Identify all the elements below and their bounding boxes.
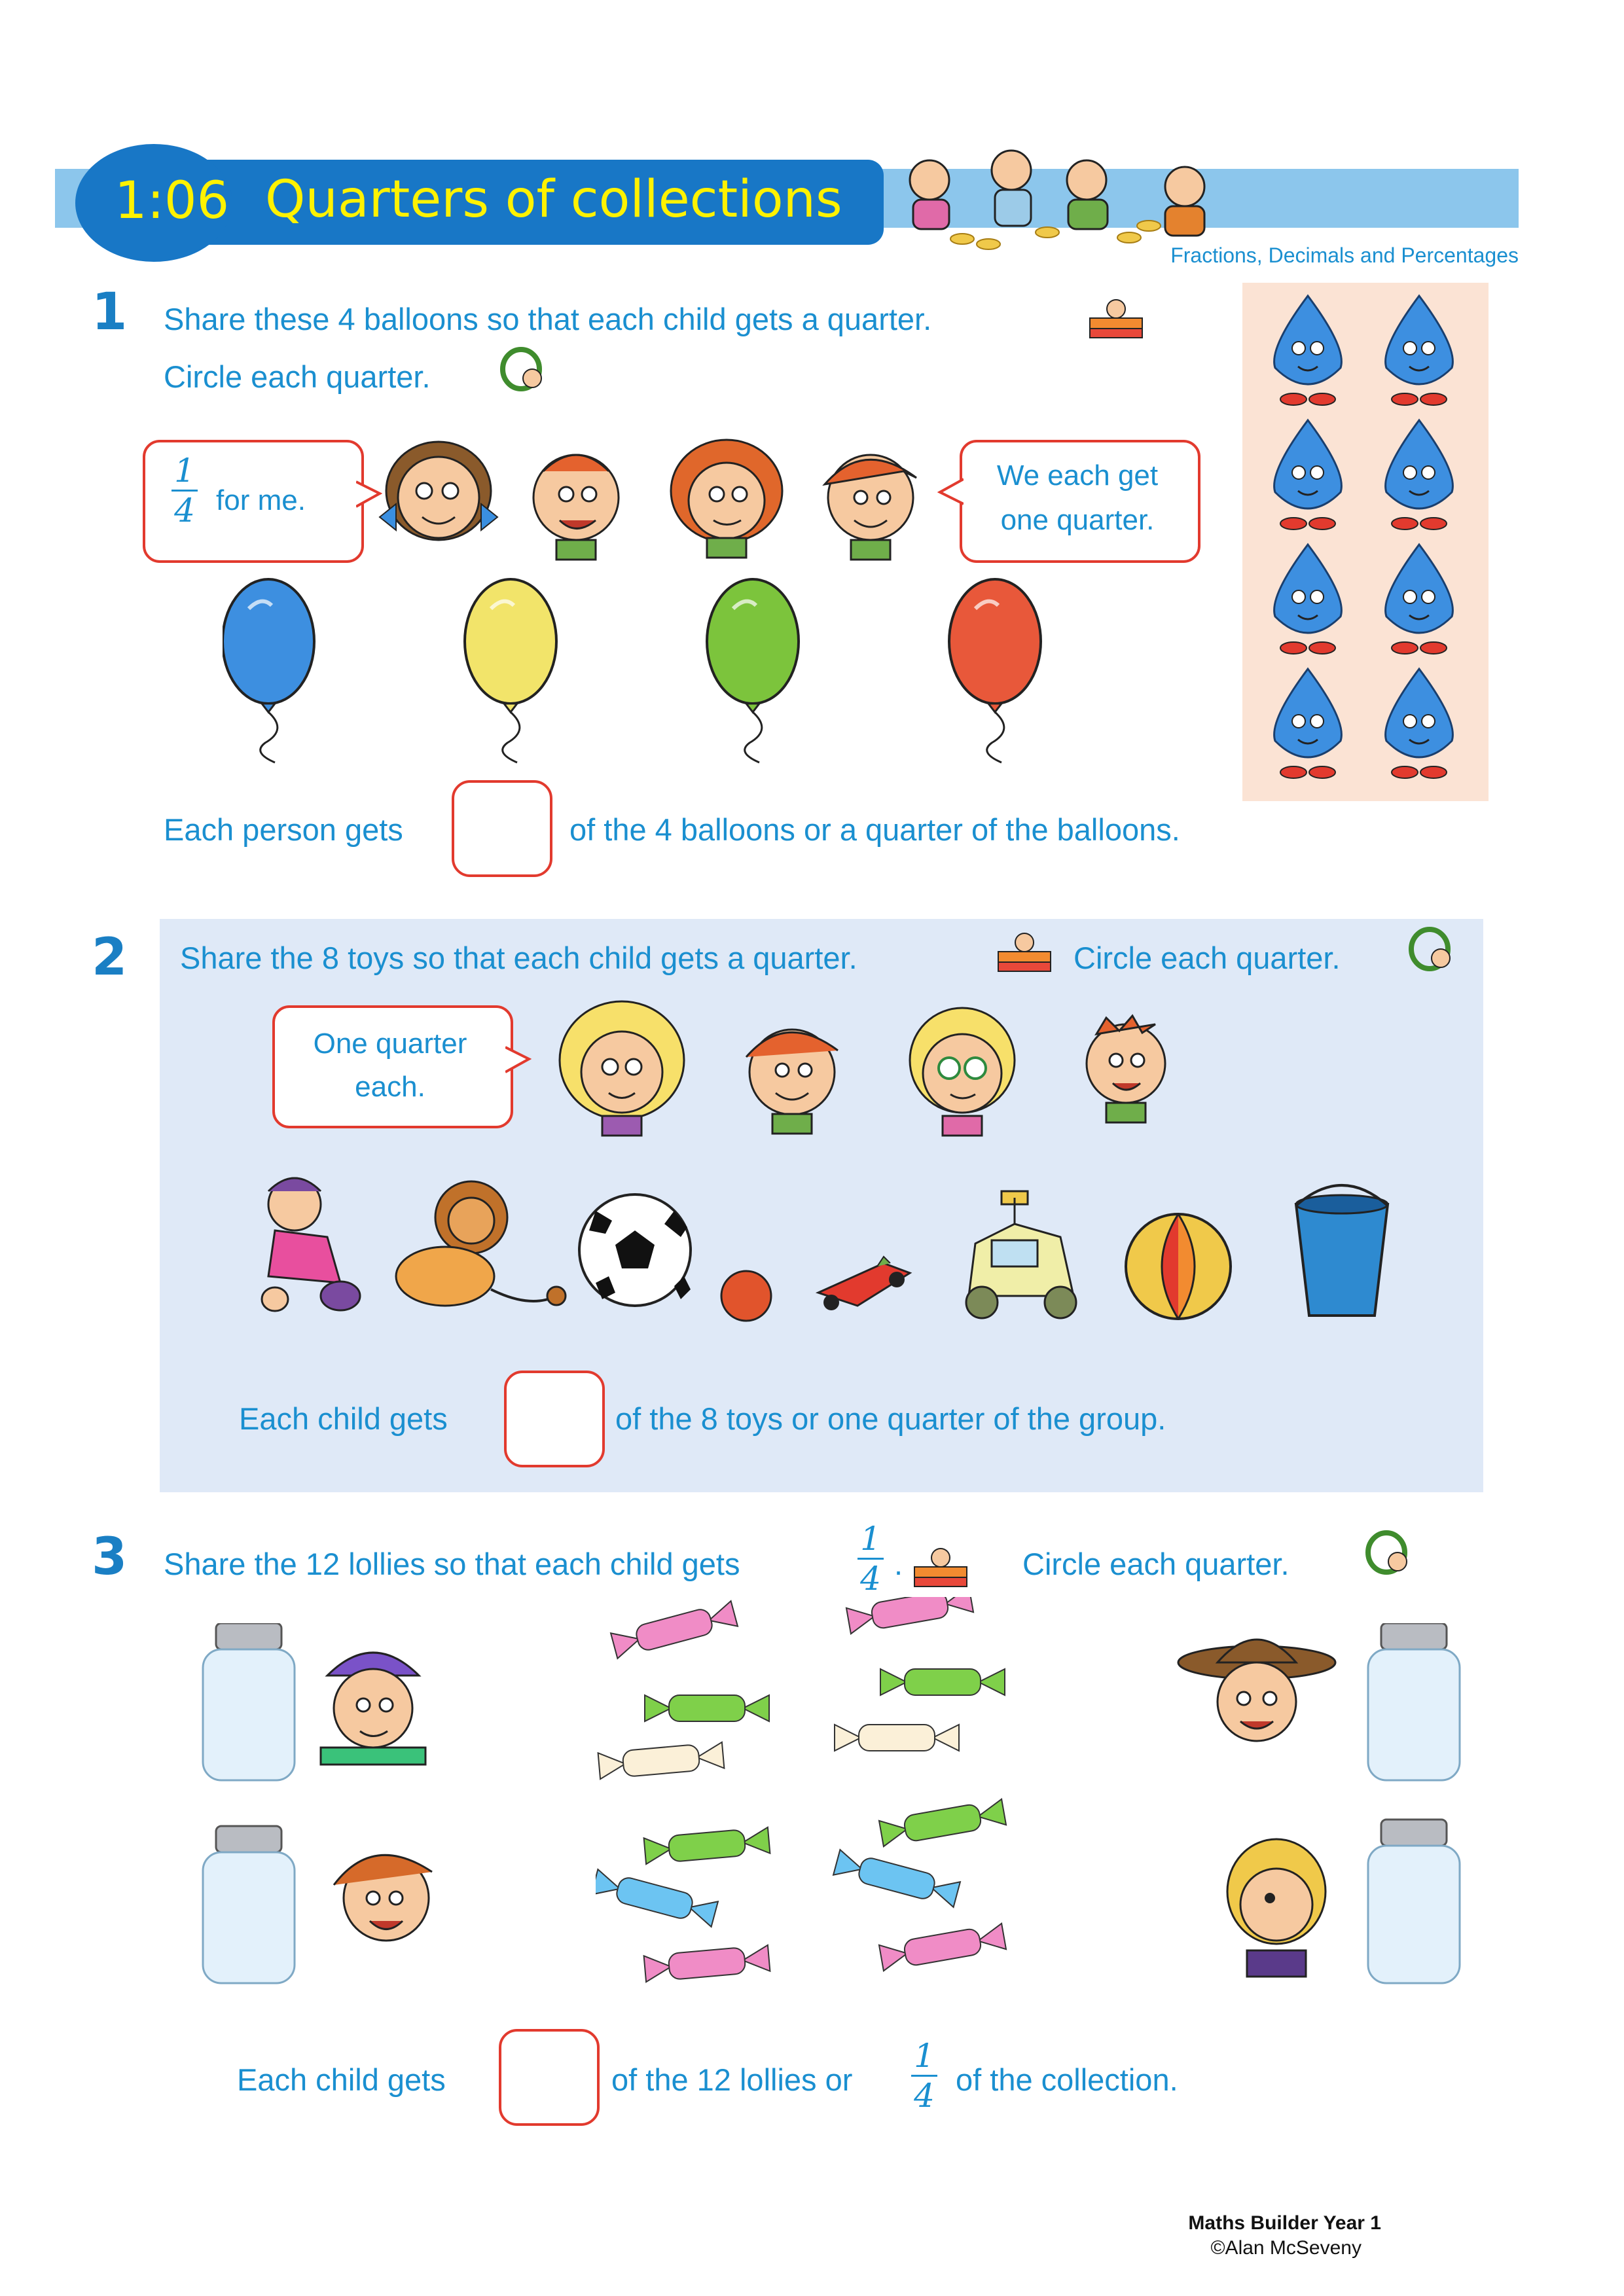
q2-instruction: Share the 8 toys so that each child gets a quarter. — [180, 941, 857, 975]
share-icon — [911, 1545, 970, 1590]
q2-circle-instruction: Circle each quarter. — [1074, 941, 1341, 975]
water-drop-mascot — [1386, 669, 1453, 778]
water-drop-mascot — [1386, 420, 1453, 529]
q1-bubble-left-text: for me. — [216, 484, 306, 516]
q3-answer-prefix: Each child gets — [237, 2062, 446, 2097]
q3-fraction — [857, 1520, 884, 1598]
share-icon — [995, 929, 1054, 975]
child-face-icon — [334, 1855, 432, 1941]
child-face-icon — [1178, 1640, 1335, 1741]
child-face-icon — [321, 1653, 425, 1765]
circle-icon — [1362, 1529, 1420, 1581]
q1-number: 1 — [92, 283, 128, 342]
doll-toy-icon — [262, 1178, 360, 1311]
water-drop-mascot — [1274, 669, 1342, 778]
lolly-icon — [846, 1597, 973, 1634]
section-code: 1:06 — [115, 171, 230, 230]
child-face-icon — [533, 455, 619, 560]
q1-answer-suffix: of the 4 balloons or a quarter of the balloons. — [569, 812, 1180, 847]
lolly-icon — [611, 1601, 738, 1659]
lolly-icon — [835, 1725, 959, 1751]
circle-icon — [1405, 925, 1464, 978]
header-kid-4 — [1165, 167, 1204, 236]
topic-label: Fractions, Decimals and Percentages — [1170, 243, 1519, 267]
lolly-icon — [596, 1869, 718, 1927]
q1-answer-prefix: Each person gets — [164, 812, 403, 847]
q2-toys — [229, 1165, 1407, 1335]
q3-lollies — [596, 1597, 1054, 2016]
fraction-denominator: 4 — [174, 492, 195, 529]
q1-bubble-right — [960, 440, 1200, 563]
child-face-icon — [910, 1008, 1015, 1136]
balloon-icon-red — [949, 579, 1041, 762]
balloon-icon-green — [707, 579, 799, 762]
q3-answer-fraction — [911, 2037, 937, 2115]
child-face-icon — [380, 442, 497, 540]
jar-icon — [1368, 1820, 1460, 1983]
header-kids-illustration — [890, 141, 1250, 252]
fraction-numerator: 1 — [174, 452, 195, 490]
q1-balloons — [223, 569, 1093, 766]
small-ball-icon — [721, 1271, 771, 1321]
fraction-denominator: 4 — [914, 2077, 935, 2115]
lolly-icon — [833, 1850, 960, 1907]
header-kid-3 — [1067, 160, 1108, 229]
q2-bubble-line1: One quarter — [313, 1028, 467, 1060]
lolly-icon — [879, 1924, 1006, 1971]
soccer-ball-icon — [579, 1194, 691, 1306]
q1-instruction: Share these 4 balloons so that each child gets a quarter. — [164, 302, 932, 336]
header-kid-1 — [910, 160, 949, 229]
water-drop-mascot — [1386, 296, 1453, 405]
water-drop-mascot — [1274, 545, 1342, 654]
jar-icon — [203, 1623, 295, 1780]
q3-instruction: Share the 12 lollies so that each child gets — [164, 1547, 740, 1581]
child-face-icon — [1227, 1839, 1326, 1977]
child-face-icon — [671, 440, 782, 558]
water-drop-mascot — [1274, 296, 1342, 405]
lolly-icon — [645, 1695, 769, 1721]
fraction-denominator: 4 — [860, 1560, 881, 1598]
q2-children-faces — [550, 995, 1218, 1145]
child-face-icon — [825, 455, 916, 560]
wind-up-car-icon — [966, 1191, 1076, 1318]
q3-answer-middle: of the 12 lollies or — [611, 2062, 853, 2097]
balloon-icon-blue — [223, 579, 314, 762]
circle-icon — [496, 346, 555, 398]
lolly-icon — [644, 1827, 770, 1864]
jar-icon — [203, 1826, 295, 1983]
q3-answer-suffix: of the collection. — [956, 2062, 1178, 2097]
child-face-icon — [560, 1001, 684, 1136]
lolly-icon — [598, 1742, 725, 1779]
balloon-icon-yellow — [465, 579, 556, 762]
q1-bubble-right-line1: We each get — [996, 459, 1159, 492]
share-icon — [1087, 296, 1146, 342]
q3-number: 3 — [92, 1528, 128, 1587]
q1-children-faces — [367, 425, 943, 576]
q1-bubble-right-line2: one quarter. — [1000, 504, 1155, 536]
water-drop-mascot — [1386, 545, 1453, 654]
water-drop-mascot — [1274, 420, 1342, 529]
q1-answer-box[interactable] — [452, 780, 552, 877]
fraction-numerator: 1 — [860, 1520, 881, 1558]
footer-book-title: Maths Builder Year 1 — [1188, 2212, 1381, 2234]
fraction-numerator: 1 — [914, 2037, 935, 2075]
q2-bubble-line2: each. — [355, 1071, 425, 1103]
lolly-icon — [879, 1799, 1006, 1846]
q3-answer-box[interactable] — [499, 2029, 600, 2126]
beach-ball-icon — [1126, 1214, 1231, 1319]
q2-answer-box[interactable] — [504, 1371, 605, 1467]
header-kid-2 — [992, 151, 1031, 226]
q3-circle-instruction: Circle each quarter. — [1022, 1547, 1290, 1581]
jar-icon — [1368, 1623, 1460, 1780]
lolly-icon — [880, 1669, 1005, 1695]
q2-answer-suffix: of the 8 toys or one quarter of the group. — [615, 1401, 1166, 1436]
lolly-icon — [644, 1945, 770, 1982]
child-face-icon — [1087, 1016, 1165, 1122]
racing-car-icon — [818, 1257, 910, 1310]
q2-bubble — [272, 1005, 513, 1128]
q2-number: 2 — [92, 928, 128, 987]
child-face-icon — [746, 1030, 838, 1134]
bubble-pointer — [505, 1045, 532, 1077]
bucket-icon — [1296, 1185, 1388, 1316]
lion-toy-icon — [396, 1181, 566, 1306]
q1-circle-instruction: Circle each quarter. — [164, 359, 431, 394]
q3-period: . — [894, 1547, 903, 1581]
footer-author: ©Alan McSeveny — [1210, 2237, 1362, 2259]
water-drop-mascots — [1242, 283, 1489, 801]
page-title: Quarters of collections — [265, 170, 842, 229]
q2-answer-prefix: Each child gets — [239, 1401, 448, 1436]
q1-bubble-fraction — [171, 452, 198, 529]
